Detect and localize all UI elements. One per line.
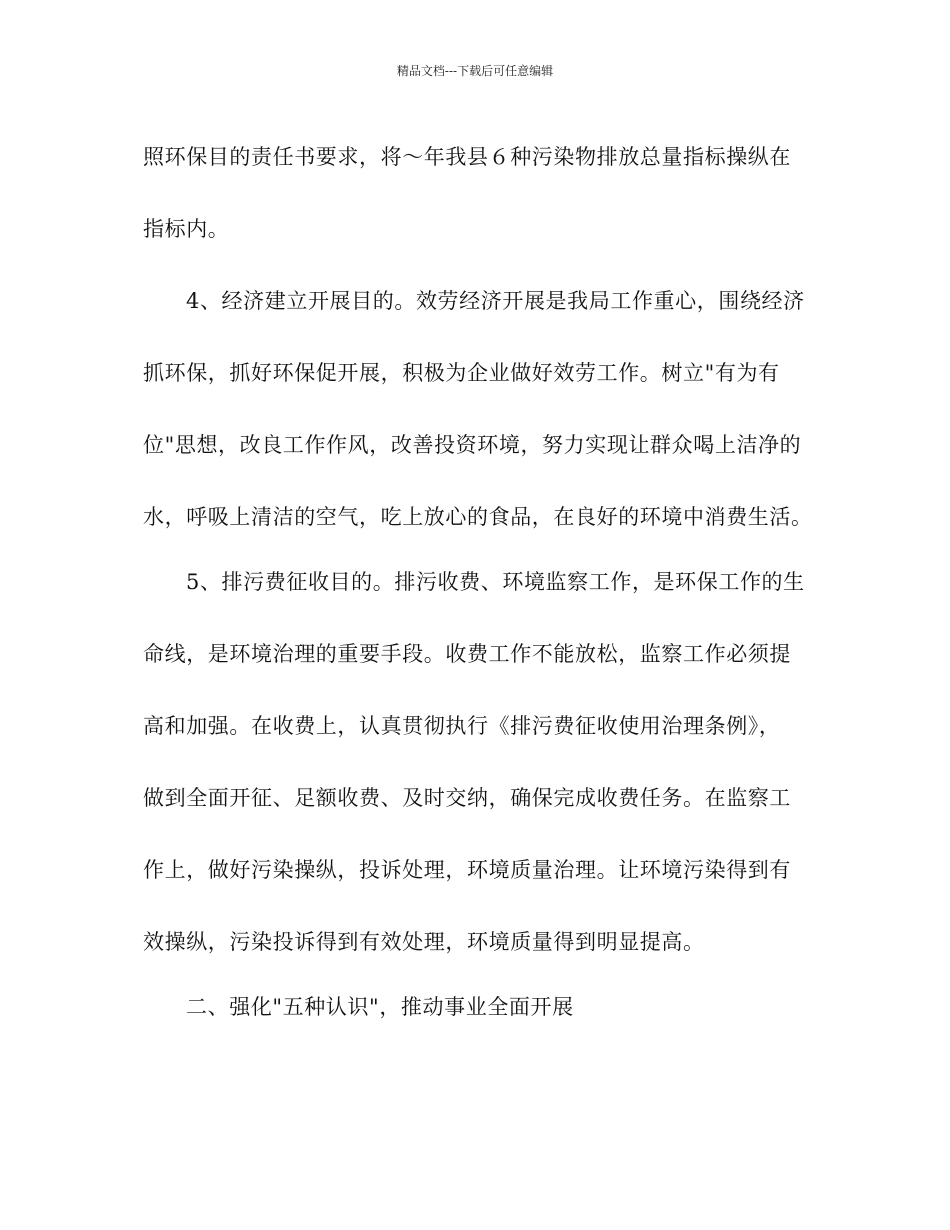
- body-line: 位"思想，改良工作作风，改善投资环境，努力实现让群众喝上洁净的: [143, 433, 802, 457]
- page-header: 精品文档---下载后可任意编辑: [396, 64, 554, 78]
- body-line: 做到全面开征、足额收费、及时交纳，确保完成收费任务。在监察工: [143, 786, 791, 810]
- body-line: 照环保目的责任书要求，将～年我县６种污染物排放总量指标操纵在: [143, 145, 791, 169]
- body-line: 指标内。: [143, 217, 230, 241]
- body-line: 命线，是环境治理的重要手段。收费工作不能放松，监察工作必须提: [143, 642, 791, 666]
- paragraph-4-start: 4、经济建立开展目的。效劳经济开展是我局工作重心，围绕经济: [186, 289, 805, 313]
- paragraph-5-start: 5、排污费征收目的。排污收费、环境监察工作，是环保工作的生: [186, 570, 805, 594]
- body-line: 作上，做好污染操纵，投诉处理，环境质量治理。让环境污染得到有: [143, 858, 791, 882]
- body-line: 效操纵，污染投诉得到有效处理，环境质量得到明显提高。: [143, 930, 705, 954]
- body-line: 抓环保，抓好环保促开展，积极为企业做好效劳工作。树立"有为有: [143, 361, 780, 385]
- body-line: 高和加强。在收费上，认真贯彻执行《排污费征收使用治理条例》，: [143, 714, 781, 738]
- section-heading: 二、强化"五种认识"，推动事业全面开展: [186, 995, 574, 1019]
- body-line: 水，呼吸上清洁的空气，吃上放心的食品，在良好的环境中消费生活。: [143, 505, 813, 529]
